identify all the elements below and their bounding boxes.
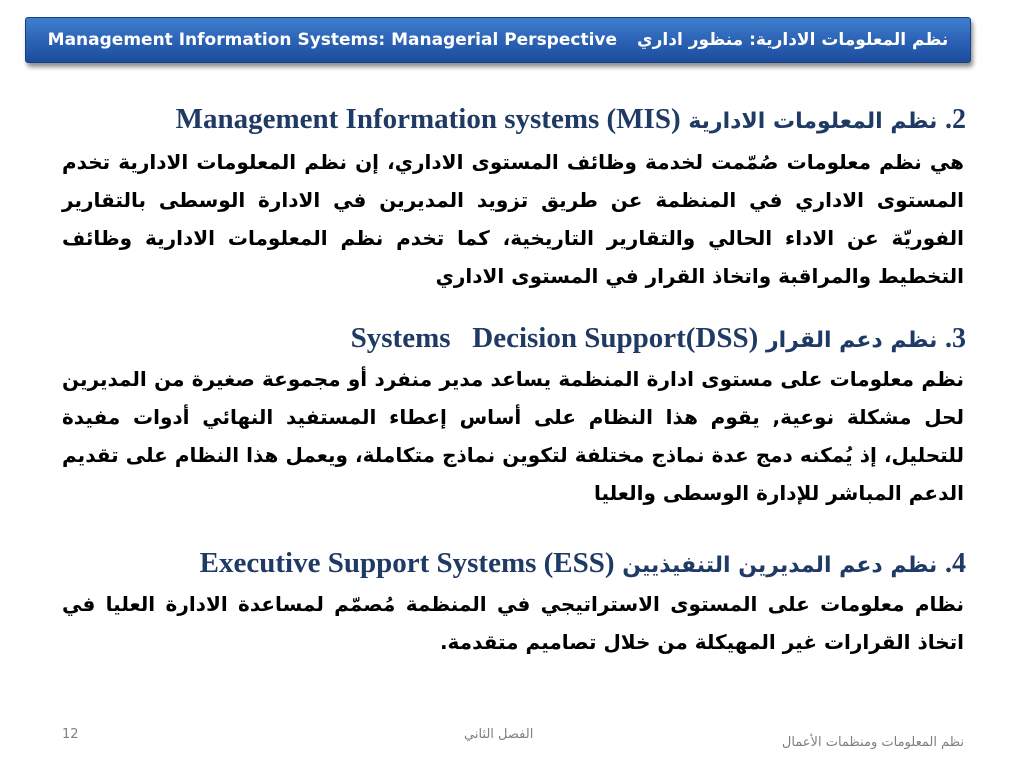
title-banner: [25, 17, 971, 63]
title-arabic: نظم المعلومات الادارية: منظور اداري: [637, 30, 949, 50]
section-heading-mis: [176, 103, 966, 136]
section-body-dss: نظم معلومات على مستوى ادارة المنظمة يساعد مدير منفرد أو مجموعة صغيرة من المديرين لحل مشكلة نوعية, يقوم هذا النظام على أساس إعطاء المستفيد النهائي أدوات مفيدة للتحليل، إذ يُمكنه دمج عدة نماذج مختلفة لتكوين نماذج متكاملة، ويعمل هذا النظام على تقديم الدعم المباشر للإدارة الوسطى والعليا: [62, 367, 964, 505]
section-heading-dss: [351, 322, 966, 355]
section-title-arabic: نظم دعم المديرين التنفيذيين: [622, 553, 938, 578]
section-heading-ess: [200, 547, 966, 580]
section-number: 4.: [945, 548, 966, 579]
footer-chapter: الفصل الثاني: [464, 727, 534, 742]
section-body-mis: هي نظم معلومات صُمّمت لخدمة وظائف المستوى الاداري، إن نظم المعلومات الادارية تخدم المستوى الاداري في المنظمة عن طريق تزويد المديرين في الادارة الوسطى بالتقارير الفوريّة عن الاداء الحالي والتقارير التاريخية، كما تخدم نظم المعلومات الادارية وظائف التخطيط والمراقبة واتخاذ القرار في المستوى الاداري: [62, 150, 964, 288]
page-number: 12: [62, 727, 79, 742]
footer-course: نظم المعلومات ومنظمات الأعمال: [781, 735, 964, 750]
section-title-english: Management Information systems (MIS): [175, 103, 681, 135]
title-english: Management Information Systems: Managerial Perspective: [47, 30, 618, 50]
section-number: 2.: [945, 104, 966, 135]
section-title-english: Executive Support Systems (ESS): [199, 547, 615, 579]
section-title-english: Systems Decision Support(DSS): [350, 322, 759, 354]
section-title-arabic: نظم دعم القرار: [765, 328, 938, 353]
section-title-arabic: نظم المعلومات الادارية: [688, 109, 938, 134]
section-body-ess: نظام معلومات على المستوى الاستراتيجي في المنظمة مُصمّم لمساعدة الادارة العليا في اتخاذ القرارات غير المهيكلة من خلال تصاميم متقدمة.: [62, 592, 964, 654]
section-number: 3.: [945, 323, 966, 354]
